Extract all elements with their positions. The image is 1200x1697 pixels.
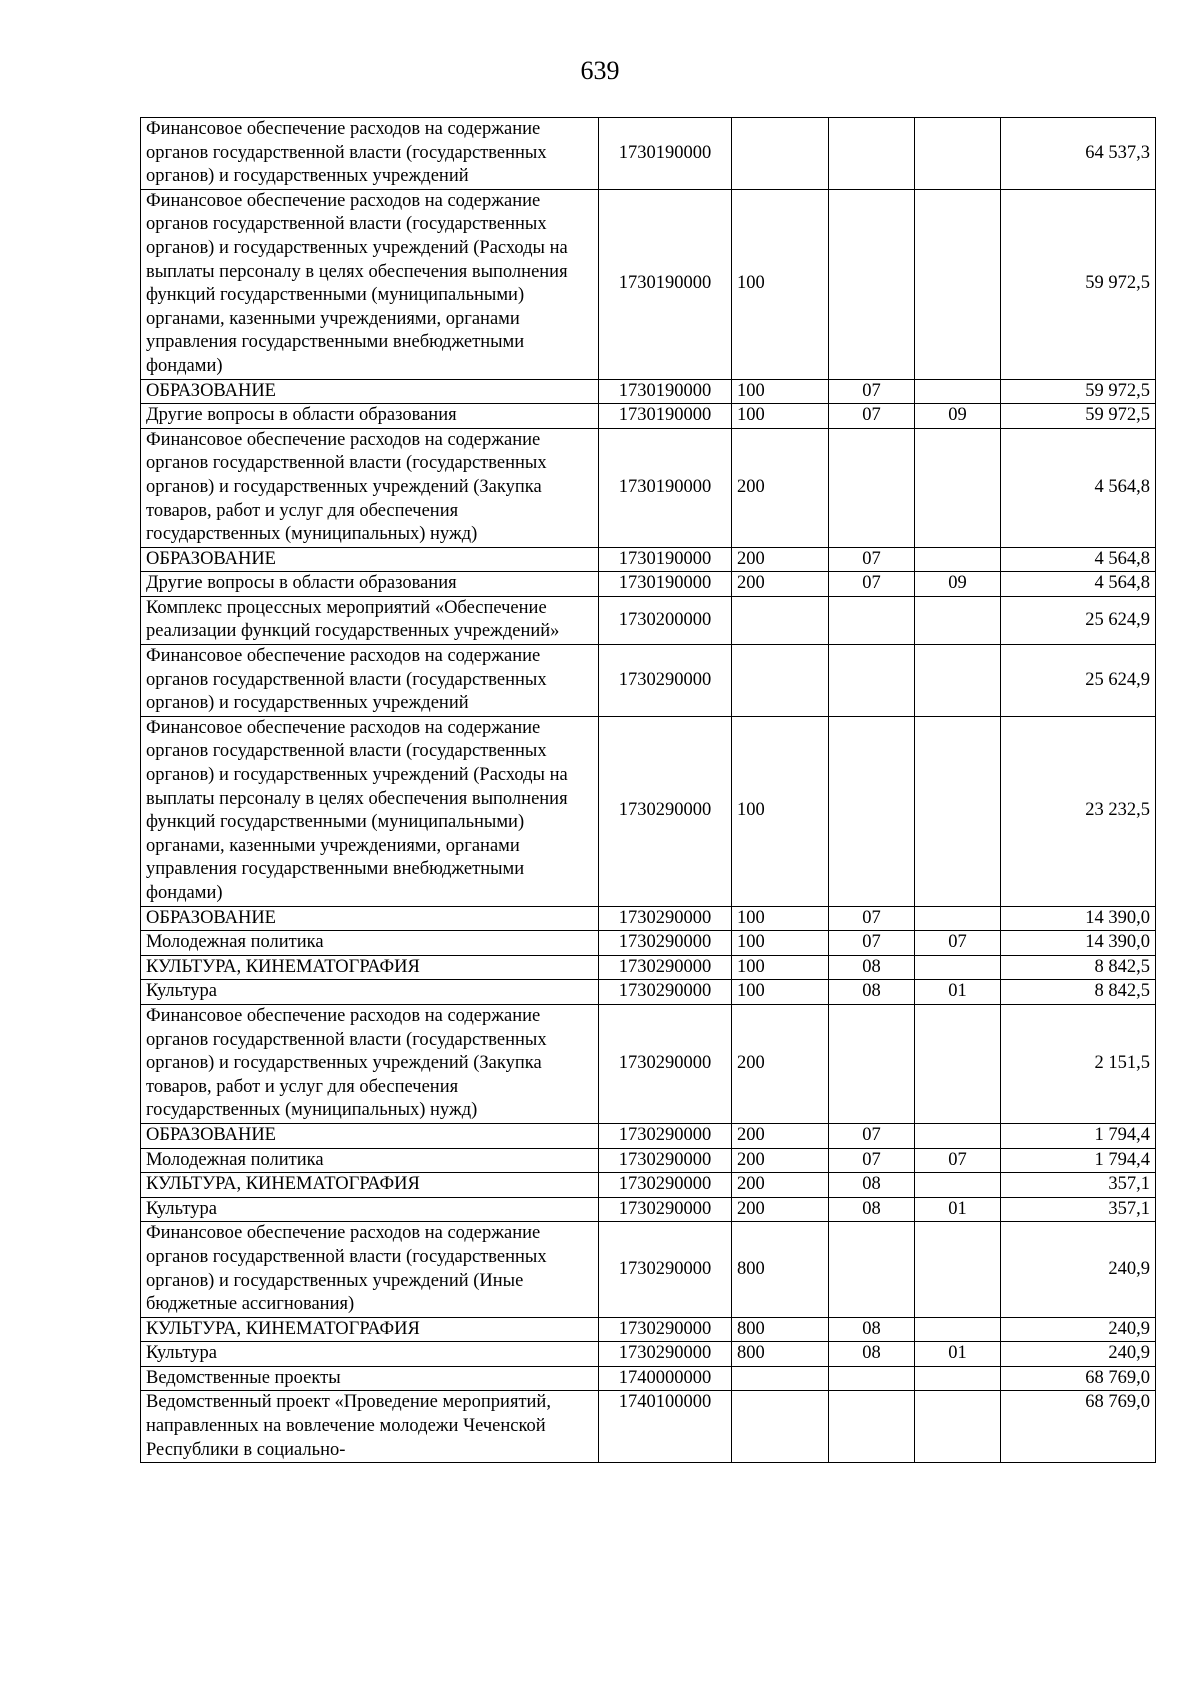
row-code: 1730290000 xyxy=(599,980,732,1005)
row-subsection xyxy=(915,189,1001,379)
row-name: Культура xyxy=(141,1197,599,1222)
row-amount: 240,9 xyxy=(1001,1342,1156,1367)
row-amount: 68 769,0 xyxy=(1001,1391,1156,1463)
row-name: Финансовое обеспечение расходов на содержание органов государственной власти (государственных органов) и государственных учреждений (Расходы на выплаты персоналу в целях обеспечения выполнения функций государственными (муниципальными) органами, казенными учреждениями, органами управления государственными внебюджетными фондами) xyxy=(141,716,599,906)
row-code: 1730190000 xyxy=(599,547,732,572)
row-expense-type xyxy=(732,1366,829,1391)
row-code: 1730290000 xyxy=(599,1222,732,1317)
row-code: 1730290000 xyxy=(599,1004,732,1123)
row-subsection xyxy=(915,955,1001,980)
row-name: Другие вопросы в области образования xyxy=(141,572,599,597)
table-row xyxy=(141,404,1156,429)
row-subsection xyxy=(915,596,1001,644)
row-section xyxy=(829,1004,915,1123)
row-subsection: 01 xyxy=(915,980,1001,1005)
row-subsection xyxy=(915,1123,1001,1148)
row-name: Культура xyxy=(141,1342,599,1367)
row-amount: 68 769,0 xyxy=(1001,1366,1156,1391)
row-name: Другие вопросы в области образования xyxy=(141,404,599,429)
row-name: Ведомственные проекты xyxy=(141,1366,599,1391)
table-row xyxy=(141,379,1156,404)
row-code: 1730190000 xyxy=(599,118,732,190)
row-section xyxy=(829,1391,915,1463)
row-expense-type: 200 xyxy=(732,1004,829,1123)
row-expense-type: 100 xyxy=(732,980,829,1005)
row-amount: 2 151,5 xyxy=(1001,1004,1156,1123)
row-name: Финансовое обеспечение расходов на содержание органов государственной власти (государственных органов) и государственных учреждений xyxy=(141,118,599,190)
row-expense-type: 200 xyxy=(732,428,829,547)
row-section xyxy=(829,645,915,717)
row-amount: 59 972,5 xyxy=(1001,379,1156,404)
row-subsection: 09 xyxy=(915,404,1001,429)
row-subsection xyxy=(915,118,1001,190)
row-section: 08 xyxy=(829,955,915,980)
row-section xyxy=(829,189,915,379)
row-code: 1730290000 xyxy=(599,1317,732,1342)
row-code: 1730190000 xyxy=(599,572,732,597)
row-amount: 8 842,5 xyxy=(1001,980,1156,1005)
row-section: 08 xyxy=(829,1342,915,1367)
row-subsection xyxy=(915,1173,1001,1198)
row-subsection xyxy=(915,1391,1001,1463)
row-code: 1740100000 xyxy=(599,1391,732,1463)
row-code: 1730290000 xyxy=(599,1173,732,1198)
table-row xyxy=(141,906,1156,931)
row-name: КУЛЬТУРА, КИНЕМАТОГРАФИЯ xyxy=(141,955,599,980)
row-subsection xyxy=(915,906,1001,931)
row-name: Ведомственный проект «Проведение мероприятий, направленных на вовлечение молодежи Чеченской Республики в социально- xyxy=(141,1391,599,1463)
row-expense-type: 200 xyxy=(732,1173,829,1198)
row-section: 08 xyxy=(829,1317,915,1342)
budget-table xyxy=(140,117,1156,1463)
row-section xyxy=(829,596,915,644)
row-code: 1730290000 xyxy=(599,1197,732,1222)
row-expense-type: 200 xyxy=(732,1123,829,1148)
row-amount: 240,9 xyxy=(1001,1317,1156,1342)
table-row xyxy=(141,596,1156,644)
row-expense-type: 800 xyxy=(732,1222,829,1317)
row-code: 1730190000 xyxy=(599,404,732,429)
row-code: 1730290000 xyxy=(599,1148,732,1173)
row-section: 08 xyxy=(829,1173,915,1198)
row-name: ОБРАЗОВАНИЕ xyxy=(141,379,599,404)
row-subsection xyxy=(915,379,1001,404)
budget-table-body xyxy=(141,118,1156,1463)
row-section: 07 xyxy=(829,547,915,572)
row-section: 07 xyxy=(829,906,915,931)
row-expense-type: 800 xyxy=(732,1342,829,1367)
row-name: Культура xyxy=(141,980,599,1005)
row-section xyxy=(829,1222,915,1317)
row-section: 08 xyxy=(829,980,915,1005)
row-expense-type: 100 xyxy=(732,404,829,429)
row-subsection: 01 xyxy=(915,1342,1001,1367)
row-amount: 1 794,4 xyxy=(1001,1123,1156,1148)
row-name: Финансовое обеспечение расходов на содержание органов государственной власти (государственных органов) и государственных учреждений (Иные бюджетные ассигнования) xyxy=(141,1222,599,1317)
row-amount: 25 624,9 xyxy=(1001,645,1156,717)
row-section: 07 xyxy=(829,404,915,429)
row-amount: 4 564,8 xyxy=(1001,547,1156,572)
row-subsection: 07 xyxy=(915,931,1001,956)
row-expense-type xyxy=(732,118,829,190)
row-section: 07 xyxy=(829,1123,915,1148)
table-row xyxy=(141,980,1156,1005)
table-row xyxy=(141,189,1156,379)
row-amount: 357,1 xyxy=(1001,1173,1156,1198)
row-section: 07 xyxy=(829,1148,915,1173)
row-subsection xyxy=(915,716,1001,906)
row-amount: 14 390,0 xyxy=(1001,906,1156,931)
row-name: ОБРАЗОВАНИЕ xyxy=(141,1123,599,1148)
row-section xyxy=(829,1366,915,1391)
row-subsection xyxy=(915,645,1001,717)
row-subsection: 07 xyxy=(915,1148,1001,1173)
row-expense-type: 200 xyxy=(732,547,829,572)
table-row xyxy=(141,1342,1156,1367)
row-name: ОБРАЗОВАНИЕ xyxy=(141,547,599,572)
row-section: 07 xyxy=(829,931,915,956)
row-amount: 14 390,0 xyxy=(1001,931,1156,956)
table-row xyxy=(141,716,1156,906)
row-expense-type: 200 xyxy=(732,1197,829,1222)
row-code: 1730290000 xyxy=(599,716,732,906)
row-section: 08 xyxy=(829,1197,915,1222)
row-code: 1730290000 xyxy=(599,955,732,980)
row-expense-type: 100 xyxy=(732,189,829,379)
row-subsection xyxy=(915,1317,1001,1342)
row-name: Финансовое обеспечение расходов на содержание органов государственной власти (государственных органов) и государственных учреждений (Расходы на выплаты персоналу в целях обеспечения выполнения функций государственными (муниципальными) органами, казенными учреждениями, органами управления государственными внебюджетными фондами) xyxy=(141,189,599,379)
row-subsection xyxy=(915,1004,1001,1123)
row-expense-type: 100 xyxy=(732,906,829,931)
row-subsection xyxy=(915,1222,1001,1317)
row-name: Молодежная политика xyxy=(141,1148,599,1173)
row-subsection: 09 xyxy=(915,572,1001,597)
table-row xyxy=(141,1222,1156,1317)
row-expense-type xyxy=(732,645,829,717)
table-row xyxy=(141,645,1156,717)
row-amount: 240,9 xyxy=(1001,1222,1156,1317)
table-row xyxy=(141,1004,1156,1123)
row-name: КУЛЬТУРА, КИНЕМАТОГРАФИЯ xyxy=(141,1173,599,1198)
row-amount: 59 972,5 xyxy=(1001,189,1156,379)
row-code: 1730290000 xyxy=(599,1342,732,1367)
table-row xyxy=(141,118,1156,190)
table-row xyxy=(141,1197,1156,1222)
row-section: 07 xyxy=(829,572,915,597)
row-name: Финансовое обеспечение расходов на содержание органов государственной власти (государственных органов) и государственных учреждений (Закупка товаров, работ и услуг для обеспечения государственных (муниципальных) нужд) xyxy=(141,1004,599,1123)
row-name: Комплекс процессных мероприятий «Обеспечение реализации функций государственных учреждений» xyxy=(141,596,599,644)
row-code: 1730190000 xyxy=(599,379,732,404)
row-name: Финансовое обеспечение расходов на содержание органов государственной власти (государственных органов) и государственных учреждений (Закупка товаров, работ и услуг для обеспечения государственных (муниципальных) нужд) xyxy=(141,428,599,547)
row-amount: 4 564,8 xyxy=(1001,572,1156,597)
row-amount: 8 842,5 xyxy=(1001,955,1156,980)
row-subsection xyxy=(915,547,1001,572)
row-expense-type: 800 xyxy=(732,1317,829,1342)
row-amount: 1 794,4 xyxy=(1001,1148,1156,1173)
row-amount: 59 972,5 xyxy=(1001,404,1156,429)
table-row xyxy=(141,572,1156,597)
row-code: 1730200000 xyxy=(599,596,732,644)
row-amount: 25 624,9 xyxy=(1001,596,1156,644)
table-row xyxy=(141,547,1156,572)
row-code: 1730290000 xyxy=(599,906,732,931)
row-expense-type: 100 xyxy=(732,931,829,956)
row-name: ОБРАЗОВАНИЕ xyxy=(141,906,599,931)
table-row xyxy=(141,1366,1156,1391)
row-expense-type xyxy=(732,596,829,644)
row-name: КУЛЬТУРА, КИНЕМАТОГРАФИЯ xyxy=(141,1317,599,1342)
table-row xyxy=(141,1391,1156,1463)
table-row xyxy=(141,1148,1156,1173)
row-code: 1730290000 xyxy=(599,1123,732,1148)
row-section xyxy=(829,716,915,906)
page-number: 639 xyxy=(580,56,620,85)
row-expense-type: 100 xyxy=(732,379,829,404)
table-row xyxy=(141,931,1156,956)
row-amount: 64 537,3 xyxy=(1001,118,1156,190)
row-section: 07 xyxy=(829,379,915,404)
row-amount: 4 564,8 xyxy=(1001,428,1156,547)
row-amount: 357,1 xyxy=(1001,1197,1156,1222)
row-subsection xyxy=(915,428,1001,547)
row-code: 1730190000 xyxy=(599,189,732,379)
table-row xyxy=(141,428,1156,547)
row-expense-type: 100 xyxy=(732,955,829,980)
row-amount: 23 232,5 xyxy=(1001,716,1156,906)
row-code: 1730290000 xyxy=(599,931,732,956)
row-section xyxy=(829,118,915,190)
table-row xyxy=(141,1173,1156,1198)
row-section xyxy=(829,428,915,547)
table-row xyxy=(141,955,1156,980)
row-subsection: 01 xyxy=(915,1197,1001,1222)
row-expense-type: 200 xyxy=(732,1148,829,1173)
row-subsection xyxy=(915,1366,1001,1391)
row-code: 1730190000 xyxy=(599,428,732,547)
table-row xyxy=(141,1317,1156,1342)
row-expense-type: 100 xyxy=(732,716,829,906)
row-expense-type xyxy=(732,1391,829,1463)
table-row xyxy=(141,1123,1156,1148)
row-code: 1730290000 xyxy=(599,645,732,717)
row-name: Финансовое обеспечение расходов на содержание органов государственной власти (государственных органов) и государственных учреждений xyxy=(141,645,599,717)
row-expense-type: 200 xyxy=(732,572,829,597)
row-name: Молодежная политика xyxy=(141,931,599,956)
row-code: 1740000000 xyxy=(599,1366,732,1391)
